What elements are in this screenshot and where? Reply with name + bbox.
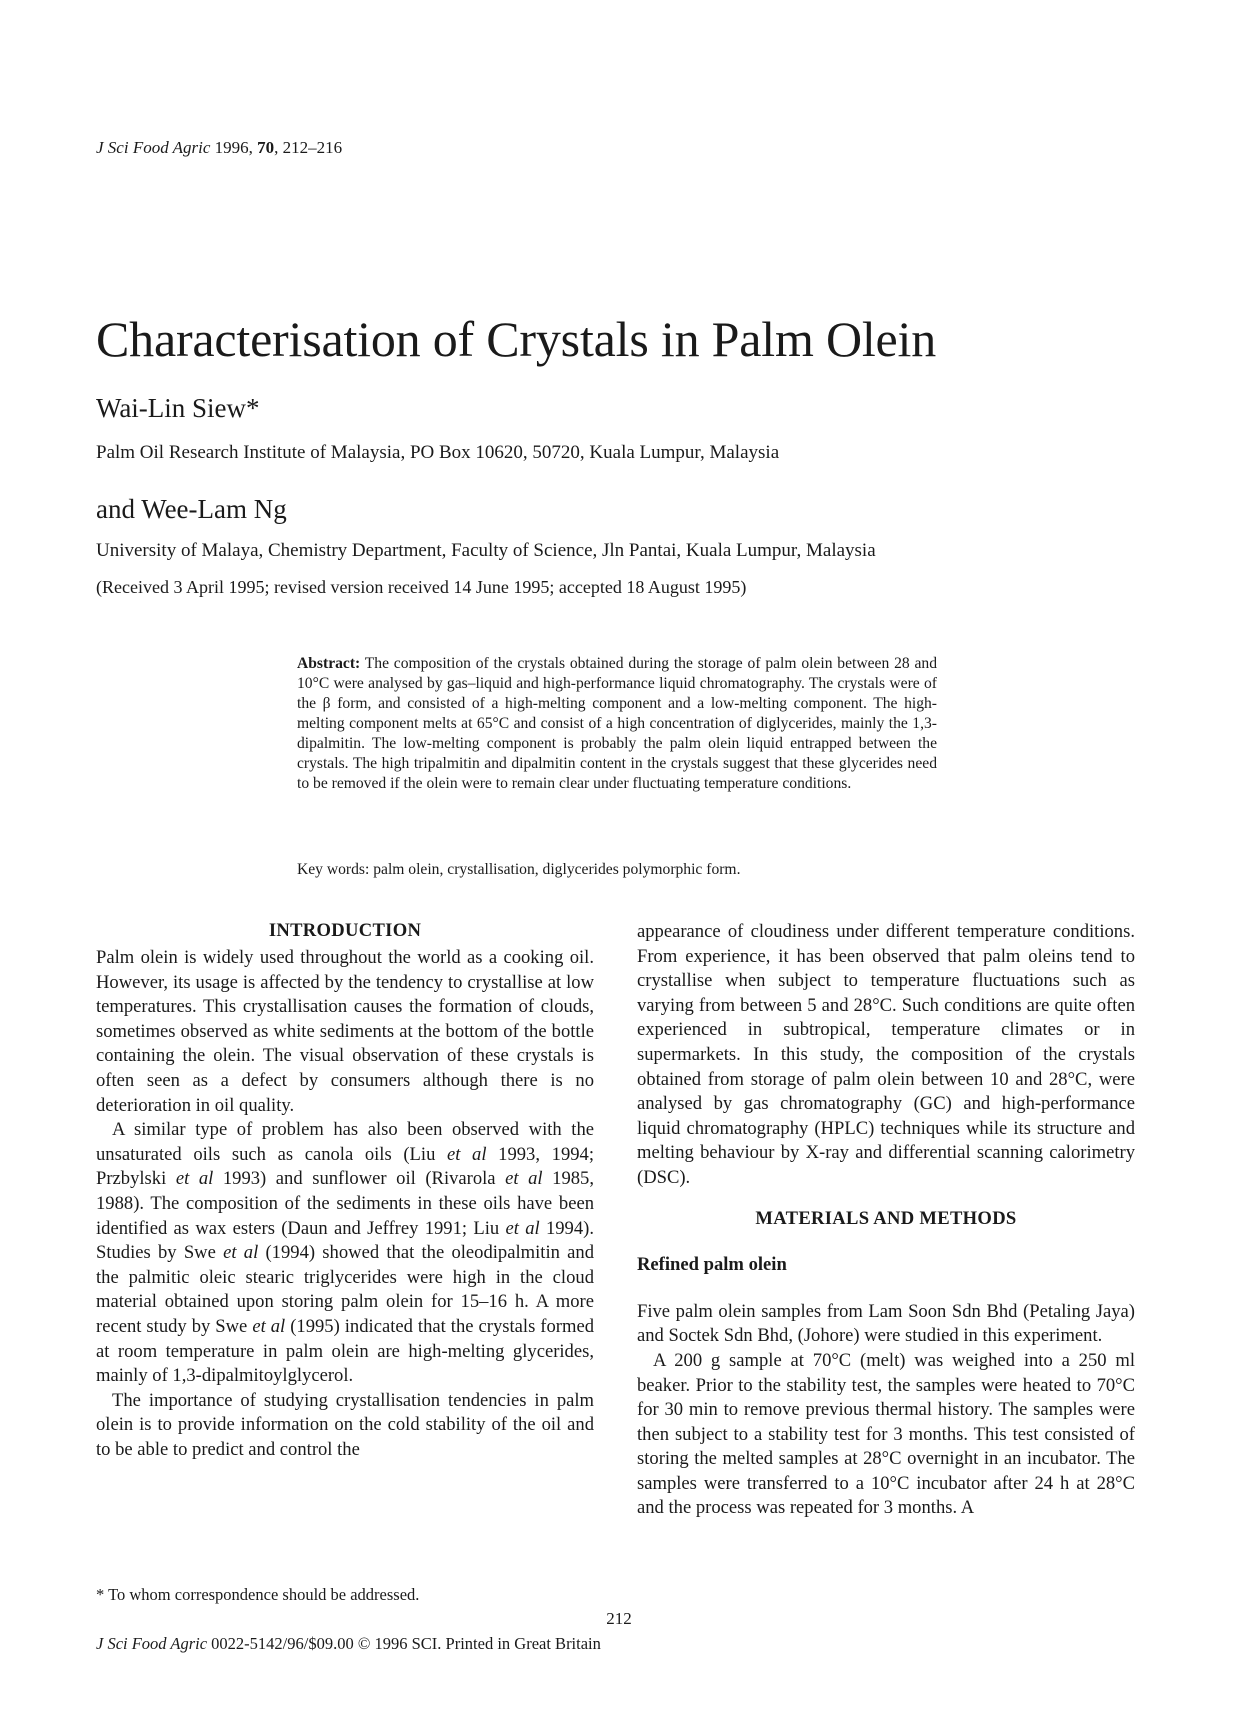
etal-1: et al: [447, 1143, 487, 1165]
abstract: [297, 654, 937, 794]
received-dates: (Received 3 April 1995; revised version received 14 June 1995; accepted 18 August 1995): [96, 577, 747, 597]
etal-4: et al: [505, 1217, 540, 1239]
etal-3: et al: [505, 1168, 543, 1190]
methods-paragraph-2: A 200 g sample at 70°C (melt) was weighed into a 250 ml beaker. Prior to the stability test, the samples were heated to 70°C for 30 min to remove previous thermal history. The samples were then subject to a stability test for 3 months. This test consisted of storing the melted samples at 28°C overnight in an incubator. The samples were transferred to a 10°C incubator after 24 h at 28°C and the process was repeated for 3 months. A: [637, 1349, 1135, 1519]
abstract-label: Abstract:: [297, 655, 361, 672]
running-head-pages: , 212–216: [274, 138, 343, 157]
paper-title: Characterisation of Crystals in Palm Olein: [96, 311, 937, 367]
author-2-name: and Wee-Lam Ng: [96, 494, 287, 524]
left-column: [96, 946, 594, 1462]
footer-rest: 0022-5142/96/$09.00 © 1996 SCI. Printed in Great Britain: [207, 1634, 601, 1653]
intro-p2-text-b: 1993, 1994; Przbylski: [96, 1143, 594, 1190]
methods-paragraph-1: Five palm olein samples from Lam Soon Sdn Bhd (Petaling Jaya) and Soctek Sdn Bhd, (Johore) were studied in this experiment.: [637, 1300, 1135, 1347]
intro-paragraph-2: [96, 1118, 594, 1389]
refined-palm-olein-heading: Refined palm olein: [637, 1254, 787, 1276]
author-1-name: Wai-Lin Siew*: [96, 393, 260, 423]
intro-p2-text-e: 1994). Studies by Swe: [96, 1217, 594, 1264]
running-head: [96, 138, 342, 158]
running-head-volume: 70: [257, 138, 275, 157]
page-number: 212: [606, 1609, 632, 1628]
abstract-text: The composition of the crystals obtained during the storage of palm olein between 28 and 10°C were analysed by gas–liquid and high-performance liquid chromatography. The crystals were of the β form, and consisted of a high-melting component and a low-melting component. The high-melting component melts at 65°C and consist of a high concentration of diglycerides, mainly the 1,3-dipalmitin. The low-melting component is probably the palm olein liquid entrapped between the crystals. The high tripalmitin and dipalmitin content in the crystals suggest that these glycerides need to be removed if the olein were to remain clear under fluctuating temperature conditions.: [297, 655, 937, 792]
running-head-details: 1996,: [210, 138, 258, 157]
right-column: [637, 920, 1135, 1521]
keywords: Key words: palm olein, crystallisation, diglycerides polymorphic form.: [297, 861, 741, 878]
author-1-affiliation: Palm Oil Research Institute of Malaysia, PO Box 10620, 50720, Kuala Lumpur, Malaysia: [96, 442, 780, 463]
intro-paragraph-3: The importance of studying crystallisation tendencies in palm olein is to provide information on the cold stability of the oil and to be able to predict and control the: [96, 1389, 594, 1460]
author-2-affiliation: University of Malaya, Chemistry Department, Faculty of Science, Jln Pantai, Kuala Lumpur, Malaysia: [96, 540, 876, 561]
page-footer: [96, 1634, 601, 1654]
intro-paragraph-continued: appearance of cloudiness under different temperature conditions. From experience, it has been observed that palm oleins tend to crystallise when subject to temperature fluctuations such as varying from between 5 and 28°C. Such conditions are quite often experienced in subtropical, temperature climates or in supermarkets. In this study, the composition of the crystals obtained from storage of palm olein between 10 and 28°C, were analysed by gas chromatography (GC) and high-performance liquid chromatography (HPLC) techniques while its structure and melting behaviour by X-ray and differential scanning calorimetry (DSC).: [637, 921, 1135, 1188]
footnote: * To whom correspondence should be addressed.: [96, 1585, 420, 1604]
intro-paragraph-1: Palm olein is widely used throughout the world as a cooking oil. However, its usage is affected by the tendency to crystallise at low temperatures. This crystallisation causes the formation of clouds, sometimes observed as white sediments at the bottom of the bottle containing the olein. The visual observation of these crystals is often seen as a defect by consumers although there is no deterioration in oil quality.: [96, 947, 594, 1116]
intro-p2-text-f: (1994) showed that the oleodipalmitin and the palmitic oleic stearic triglycerides were high in the cloud material obtained upon storing palm olein for 15–16 h. A more recent study by Swe: [96, 1242, 594, 1337]
introduction-heading: INTRODUCTION: [268, 920, 422, 941]
intro-p2-text-a: A similar type of problem has also been observed with the unsaturated oils such as canola oils (Liu: [96, 1119, 594, 1165]
intro-p2-text-g: (1995) indicated that the crystals formed at room temperature in palm olein are high-melting glycerides, mainly of 1,3-dipalmitoylglycerol.: [96, 1315, 594, 1387]
running-head-journal: J Sci Food Agric: [96, 138, 211, 157]
intro-p2-text-c: 1993) and sunflower oil (Rivarola: [213, 1168, 506, 1190]
etal-5: et al: [223, 1242, 259, 1264]
footer-journal: J Sci Food Agric: [96, 1634, 208, 1653]
etal-2: et al: [175, 1168, 214, 1190]
etal-6: et al: [252, 1315, 286, 1337]
intro-p2-text-d: 1985, 1988). The composition of the sediments in these oils have been identified as wax esters (Daun and Jeffrey 1991; Liu: [96, 1168, 594, 1239]
materials-methods-heading: MATERIALS AND METHODS: [755, 1207, 1017, 1229]
